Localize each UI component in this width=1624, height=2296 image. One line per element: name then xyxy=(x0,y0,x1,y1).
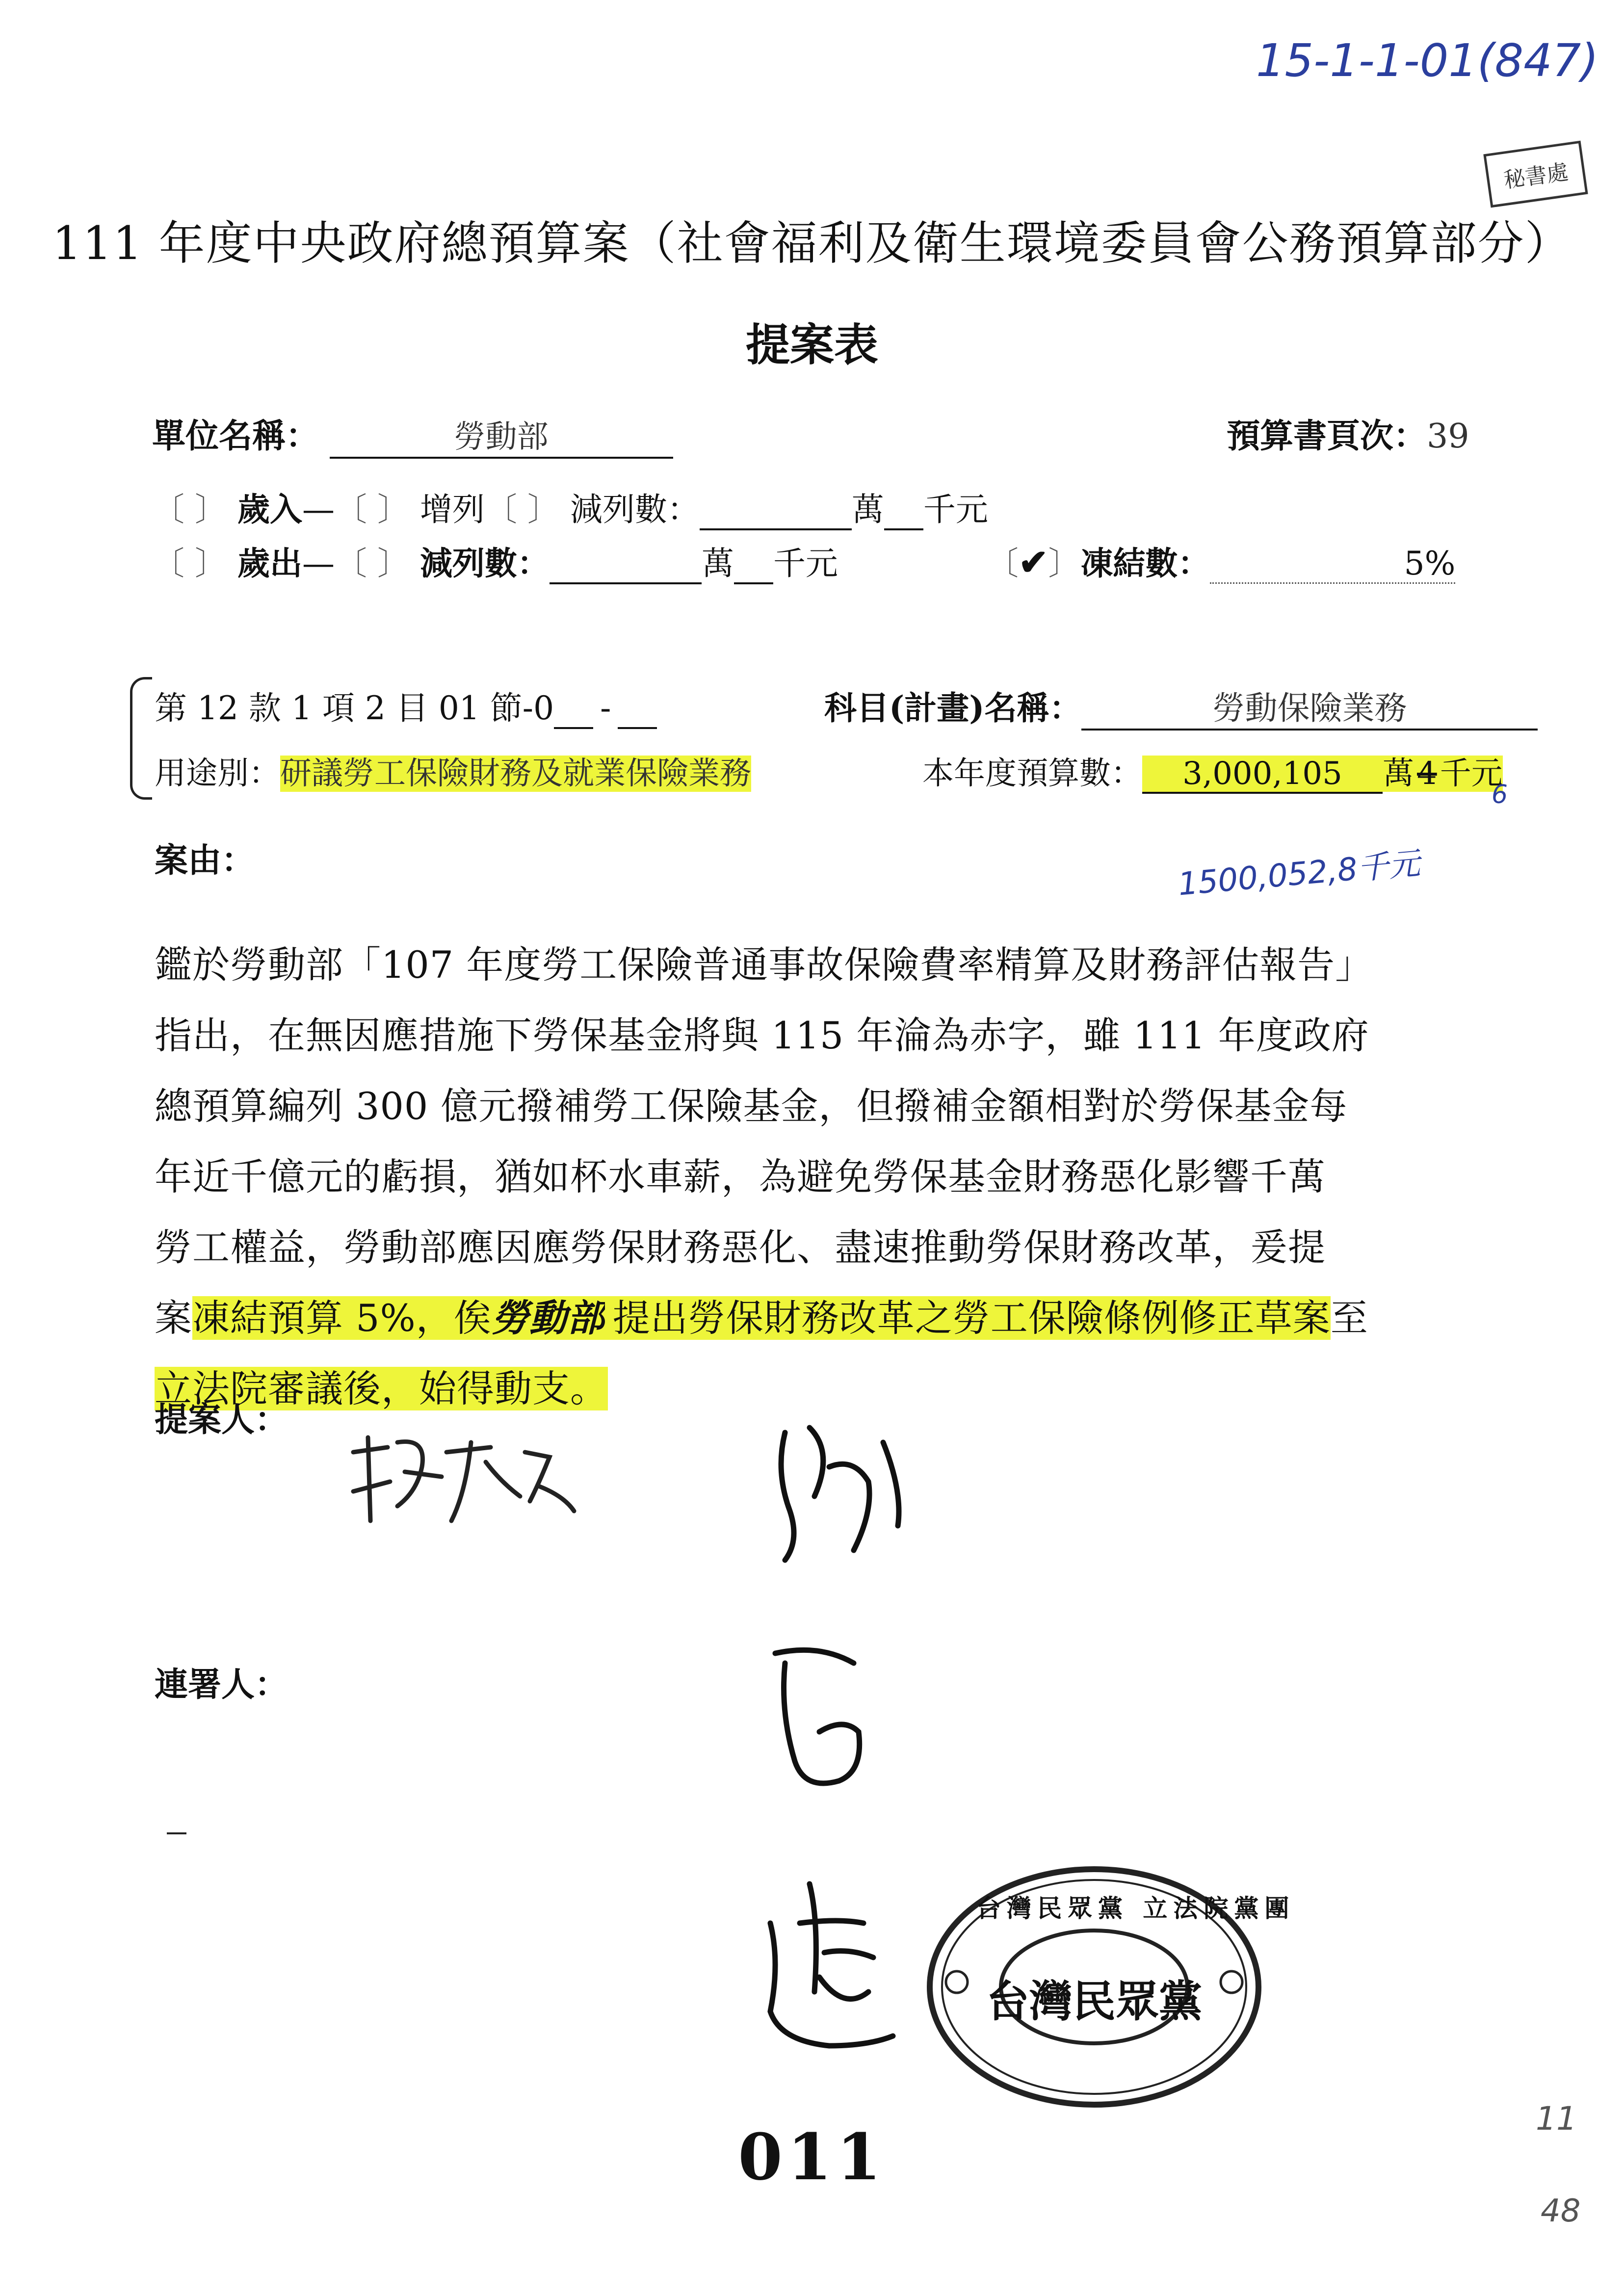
proposer-signature xyxy=(343,1423,599,1570)
budget-page-label: 預算書頁次： xyxy=(1227,417,1427,456)
revenue-wan: 萬 xyxy=(851,491,884,528)
expense-label: 歲出 xyxy=(237,544,302,582)
short-dash xyxy=(167,1832,186,1834)
signature-mark-3 xyxy=(751,1864,908,2061)
case-line7-hl: 立法院審議後，始得動支。 xyxy=(155,1367,608,1410)
subject-label: 科目(計畫)名稱： xyxy=(824,689,1082,727)
subject-value: 勞動保險業務 xyxy=(1081,682,1538,731)
revenue-label: 歲入 xyxy=(237,490,302,528)
revenue-qian: 千元 xyxy=(923,491,988,528)
page-count-top: 11 xyxy=(1536,2100,1577,2138)
freeze-check-icon: ✔ xyxy=(1019,541,1048,583)
case-body xyxy=(155,930,1373,1424)
case-line6-hand: 勞動部 xyxy=(491,1296,605,1340)
section-blank-2 xyxy=(618,689,657,729)
receipt-stamp-text: 秘書處 xyxy=(1502,159,1570,193)
budget-page-value: 39 xyxy=(1427,417,1469,456)
freeze-bracket-left: 〔 xyxy=(986,545,1019,582)
expense-qian-blank xyxy=(734,545,773,584)
revenue-dash: — xyxy=(302,491,335,528)
proposer-label: 提案人： xyxy=(155,1400,288,1439)
section-row xyxy=(155,682,657,729)
annual-budget-row xyxy=(922,748,1503,794)
receipt-stamp xyxy=(1483,141,1588,208)
usage-label: 用途別： xyxy=(155,756,280,792)
section-dash: - xyxy=(600,689,611,727)
case-label: 案由： xyxy=(155,841,255,880)
annual-value: 3,000,105 xyxy=(1142,756,1383,794)
cosigner-label: 連署人： xyxy=(155,1665,288,1704)
subject-row xyxy=(824,682,1538,731)
case-line: 勞工權益，勞動部應因應勞保財務惡化、盡速推動勞保財務改革，爰提 xyxy=(155,1226,1326,1269)
page-count-bottom: 48 xyxy=(1541,2193,1581,2229)
expense-qian: 千元 xyxy=(773,545,838,582)
expense-wan: 萬 xyxy=(701,545,734,582)
expense-decrease-label: 減列數： xyxy=(419,544,550,582)
case-line6-hl1: 凍結預算 5%，俟 xyxy=(192,1296,492,1340)
usage-value: 研議勞工保險財務及就業保險業務 xyxy=(280,756,751,792)
revenue-decrease-checkbox: 〔 〕 xyxy=(484,491,560,528)
handwritten-reference: 15-1-1-01(847) xyxy=(1256,34,1599,87)
annual-label: 本年度預算數： xyxy=(922,756,1142,792)
expense-checkbox: 〔 〕 xyxy=(152,545,227,582)
case-line: 總預算編列 300 億元撥補勞工保險基金，但撥補金額相對於勞保基金每 xyxy=(155,1084,1348,1128)
page-number: 011 xyxy=(738,2119,886,2194)
signature-mark-1 xyxy=(756,1413,917,1575)
section-blank-1 xyxy=(554,689,593,729)
revenue-row xyxy=(152,483,988,530)
revenue-checkbox: 〔 〕 xyxy=(152,491,227,528)
document-subtitle: 提案表 xyxy=(746,319,878,371)
item-bracket xyxy=(130,677,152,800)
freeze-group xyxy=(986,537,1455,584)
revenue-decrease-label: 減列數： xyxy=(570,491,700,528)
case-line: 鑑於勞動部「107 年度勞工保險普通事故保險費率精算及財務評估報告」 xyxy=(155,943,1373,987)
signature-mark-2 xyxy=(756,1634,883,1800)
party-seal-outer-text: 台灣民眾黨 立法院黨團 xyxy=(976,1894,1295,1923)
revenue-increase-checkbox: 〔 〕 xyxy=(334,491,410,528)
case-line6-post: 至 xyxy=(1330,1296,1368,1340)
revenue-amount-blank xyxy=(700,491,852,530)
freeze-value: 5% xyxy=(1210,545,1455,584)
freeze-label: 凍結數： xyxy=(1080,544,1210,582)
freeze-bracket-right: 〕 xyxy=(1048,545,1081,582)
revenue-qian-blank xyxy=(884,491,923,530)
expense-dash: — xyxy=(302,545,335,582)
revenue-increase-label: 增列 xyxy=(419,491,485,528)
annual-unit-qian: 千元 xyxy=(1440,756,1503,792)
usage-row xyxy=(155,748,751,793)
case-line: 年近千億元的虧損，猶如杯水車薪，為避免勞保基金財務惡化影響千萬 xyxy=(155,1155,1326,1199)
case-line6-pre: 案 xyxy=(155,1296,192,1340)
annual-qian-correction: 6 xyxy=(1492,780,1508,809)
document-title: 111 年度中央政府總預算案（社會福利及衛生環境委員會公務預算部分） xyxy=(52,217,1572,270)
expense-row xyxy=(152,537,838,584)
party-seal-center-text: 台灣民眾黨 xyxy=(986,1976,1202,2027)
expense-amount-blank xyxy=(550,545,702,584)
unit-label: 單位名稱： xyxy=(152,417,319,456)
case-line6-hl2: 提出勞保財務改革之勞工保險條例修正草案 xyxy=(605,1296,1331,1340)
expense-decrease-checkbox: 〔 〕 xyxy=(334,545,410,582)
budget-page-row xyxy=(1227,410,1469,457)
annual-qian-struck: 4 xyxy=(1414,756,1440,792)
case-line-6 xyxy=(155,1283,1373,1354)
handwritten-amount: 1500,052,8千元 xyxy=(1177,845,1422,903)
case-line: 指出，在無因應措施下勞保基金將與 115 年淪為赤字，雖 111 年度政府 xyxy=(155,1014,1369,1057)
unit-value: 勞動部 xyxy=(330,412,673,459)
unit-row xyxy=(152,410,673,459)
section-code: 第 12 款 1 項 2 目 01 節-0 xyxy=(155,689,554,727)
annual-wan: 萬 xyxy=(1383,756,1414,792)
